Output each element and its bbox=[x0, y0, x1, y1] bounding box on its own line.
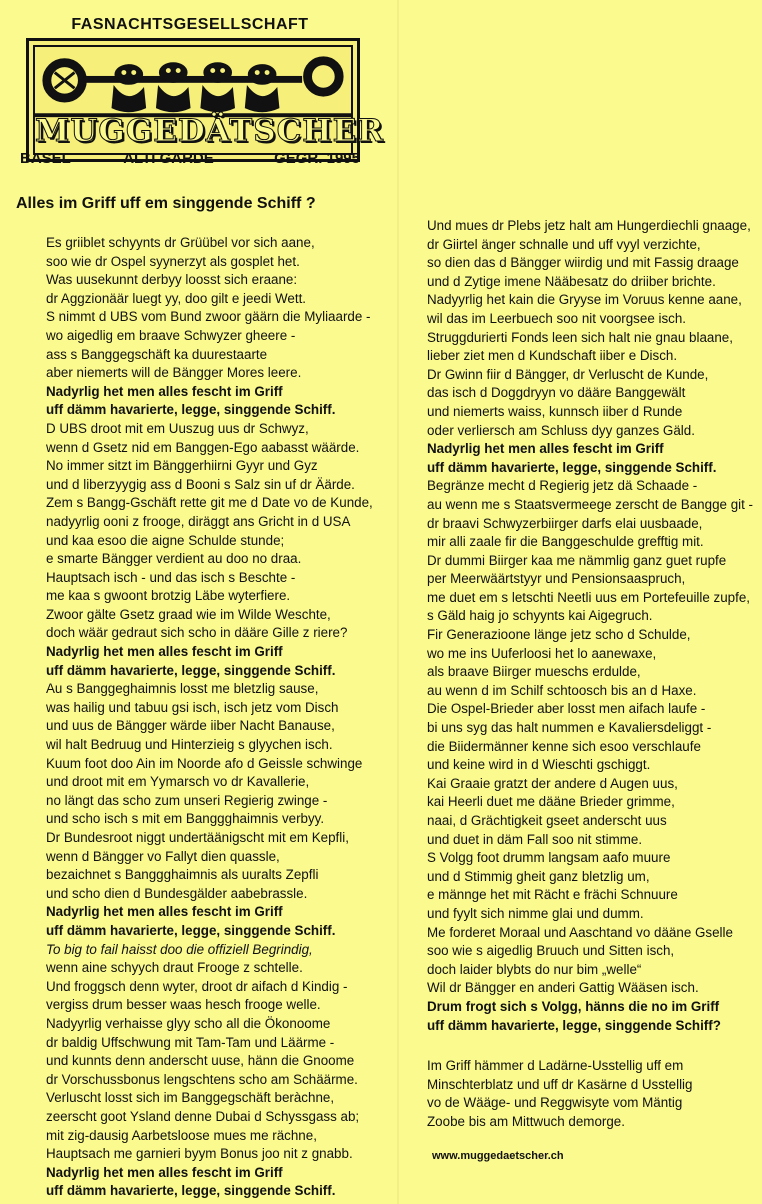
poem-line: Es griiblet schyynts dr Grüübel vor sich aane, bbox=[46, 235, 315, 250]
page-fold bbox=[397, 0, 399, 1204]
poem-line: s Gäld haig jo schyynts kai Aigegruch. bbox=[427, 608, 653, 624]
poem-line: Au s Banggeghaimnis losst me bletzlig sause, bbox=[46, 681, 319, 697]
poem-line: Begränze mecht d Regierig jetz dä Schaade - bbox=[427, 478, 698, 494]
notice-line: Im Griff hämmer d Ladärne-Usstellig uff em bbox=[427, 1058, 684, 1073]
poem-line: aber niemerts will de Bängger Mores leere. bbox=[46, 365, 302, 381]
refrain-line: uff dämm havarierte, legge, singgende Schiff. bbox=[46, 402, 336, 418]
logo-frame bbox=[33, 45, 384, 155]
poem-line: To big to fail haisst doo die offiziell Begrindig, bbox=[46, 941, 313, 957]
notice-line: Minschterblatz und uff dr Kasärne d Usstellig bbox=[427, 1076, 693, 1092]
website-url: www.muggedaetscher.ch bbox=[432, 1150, 564, 1162]
poem-line: ass s Banggegschäft ka duurestaarte bbox=[46, 346, 268, 362]
poem-line: Und froggsch denn wyter, droot dr aifach d Kindig - bbox=[46, 978, 348, 994]
poem-line: wenn d Gsetz nid em Banggen-Ego aabasst wäärde. bbox=[46, 439, 360, 455]
poem-line: Nadyyrlig het kain die Gryyse im Voruus kenne aane, bbox=[427, 292, 742, 308]
poem-line: dr braavi Schwyzerbiirger darfs elai uusbaade, bbox=[427, 515, 703, 531]
refrain-line: Nadyrlig het men alles fescht im Griff bbox=[427, 441, 664, 457]
poem-line: me duet em s letschti Neetli uus em Portefeuille zupfe, bbox=[427, 589, 751, 605]
poem-line: e smarte Bängger verdient au doo no draa. bbox=[46, 551, 302, 567]
poem-line: nadyyrlig ooni z frooge, diräggt ans Gricht in d USA bbox=[46, 513, 351, 529]
refrain-line: Drum frogt sich s Volgg, hänns die no im Griff bbox=[427, 998, 720, 1014]
logo-title: MUGGEDÄTSCHER bbox=[35, 113, 384, 149]
refrain-line: Nadyrlig het men alles fescht im Griff bbox=[46, 383, 283, 399]
poem-line: Kuum foot doo Ain im Noorde afo d Geissle schwinge bbox=[46, 755, 363, 771]
notice-line: vo de Wääge- und Reggwisyte vom Mäntig bbox=[427, 1095, 683, 1111]
refrain-line: uff dämm havarierte, legge, singgende Schiff. bbox=[427, 459, 717, 475]
poem-line: wil halt Bedruug und Hinterzieig s glyychen isch. bbox=[46, 737, 333, 753]
refrain-line: Nadyrlig het men alles fescht im Griff bbox=[46, 1164, 283, 1180]
poem-line: dr Aggzionäär luegt yy, doo gilt e jeedi Wett. bbox=[46, 290, 307, 306]
poem-line: vergiss drum besser waas hesch frooge welle. bbox=[46, 997, 321, 1013]
poem-line: dr Giirtel änger schnalle und uff vyyl verzichte, bbox=[427, 236, 701, 252]
poem-line: so dien das d Bängger wiirdig und mit Fassig draage bbox=[427, 255, 739, 271]
refrain-line: uff dämm havarierte, legge, singgende Schiff. bbox=[46, 922, 336, 938]
poem-line: Wil dr Bängger en anderi Gattig Wääsen isch. bbox=[427, 980, 699, 996]
poem-line: und droot mit em Yymarsch vo dr Kavallerie, bbox=[46, 774, 310, 790]
poem-line: und scho dien d Bundesgälder aabebrassle. bbox=[46, 885, 308, 901]
poem-line: und d Zytige imene Nääbesatz do driiber brichte. bbox=[427, 273, 716, 289]
poem-line: lieber ziet men d Kundschaft iiber e Disch. bbox=[427, 348, 678, 364]
group-name: ALTI GARDE bbox=[123, 150, 214, 167]
poem-line: Dr Bundesroot niggt undertäänigscht mit em Kepfli, bbox=[46, 830, 349, 845]
poem-line: was hailig und tabuu gsi isch, isch jetz vom Disch bbox=[46, 699, 339, 715]
poem-line: mit zig-dausig Aarbetsloose mues me rächne, bbox=[46, 1127, 317, 1143]
poem-line: und d Stimmig gheit ganz bletzlig um, bbox=[427, 868, 650, 884]
poem-line: naai, d Grächtigkeit gseet anderscht uus bbox=[427, 813, 667, 828]
poem-right-column bbox=[427, 217, 753, 1035]
poem-line: bezaichnet s Banggghaimnis als uuralts Zepfli bbox=[46, 867, 319, 883]
poem-line: e männge het mit Rächt e frächi Schnuure bbox=[427, 887, 678, 903]
poem-title: Alles im Griff uff em singgende Schiff ? bbox=[16, 195, 316, 212]
poem-line: wo aigedlig em braave Schwyzer gheere - bbox=[46, 327, 296, 343]
poem-line: Die Ospel-Brieder aber losst men aifach laufe - bbox=[427, 701, 706, 717]
poem-line: Dr dummi Biirger kaa me nämmlig ganz guet rupfe bbox=[427, 552, 727, 568]
logo bbox=[26, 38, 384, 162]
poem-line: Fir Generazioone länge jetz scho d Schulde, bbox=[427, 627, 691, 643]
refrain-line: Nadyrlig het men alles fescht im Griff bbox=[46, 904, 283, 920]
poem-line: Struggdurierti Fonds leen sich halt nie gnau blaane, bbox=[427, 329, 733, 345]
poem-line: S Volgg foot drumm langsam aafo muure bbox=[427, 850, 671, 866]
poem-line: au wenn me s Staatsvermeege zerscht de Bangge git - bbox=[427, 496, 754, 512]
poem-line: Was uusekunnt derbyy loosst sich eraane: bbox=[46, 272, 298, 288]
poem-line: und d liberzyygig ass d Booni s Salz sin uf dr Äärde. bbox=[46, 476, 355, 492]
poem-line: au wenn d im Schilf schtoosch bis an d Haxe. bbox=[427, 682, 697, 698]
poem-line: Me forderet Moraal und Aaschtand vo dääne Gselle bbox=[427, 924, 733, 940]
poem-line: dr baldig Uffschwung mit Tam-Tam und Läärme - bbox=[46, 1034, 335, 1050]
refrain-line: uff dämm havarierte, legge, singgende Schiff. bbox=[46, 662, 336, 678]
poem-line: und niemerts waiss, kunnsch iiber d Runde bbox=[427, 403, 683, 419]
poem-line: wil das im Leerbuech soo nit voorgsee isch. bbox=[427, 310, 687, 326]
masthead bbox=[20, 10, 384, 180]
poem-line: oder verliersch am Schluss dyy ganzes Gäld. bbox=[427, 422, 695, 438]
poem-line: als braave Biirger mueschs erdulde, bbox=[427, 664, 641, 680]
poem-line: mir alli zaale fir die Banggeschulde grefftig mit. bbox=[427, 534, 704, 550]
poem-line: und keine wird in d Wieschti gschiggt. bbox=[427, 757, 651, 773]
poem-line: Verluscht losst sich im Banggegschäft beràchne, bbox=[46, 1090, 335, 1106]
poem-line: kai Heerli duet me dääne Brieder grimme, bbox=[427, 794, 675, 810]
poem-line: wenn d Bängger vo Fallyt dien quassle, bbox=[46, 848, 280, 864]
founded: GEGR. 1995 bbox=[274, 150, 360, 167]
poem-line: und kunnts denn anderscht uuse, hänn die Gnoome bbox=[46, 1053, 355, 1069]
poem-line: und duet in däm Fall soo nit stimme. bbox=[427, 831, 643, 847]
exhibition-notice bbox=[427, 1057, 692, 1131]
poem-line: soo wie dr Ospel syynerzyt als gosplet het. bbox=[46, 253, 300, 269]
poem-line: No immer sitzt im Bänggerhiirni Gyyr und Gyz bbox=[46, 458, 318, 474]
poem-line: Hauptsach isch - und das isch s Beschte - bbox=[46, 569, 296, 585]
poem-line: wo me ins Uuferloosi het lo aanewaxe, bbox=[427, 645, 657, 661]
poem-line: und fyylt sich nimme glai und dumm. bbox=[427, 905, 644, 921]
poem-line: Zwoor gälte Gsetz graad wie im Wilde Weschte, bbox=[46, 606, 331, 622]
city: BASEL bbox=[20, 150, 71, 167]
poem-line: Dr Gwinn fiir d Bängger, dr Verluscht de Kunde, bbox=[427, 366, 709, 382]
poem-line: doch laider blybts do nur bim „welle“ bbox=[427, 961, 642, 977]
poem-line: und uus de Bängger wärde iiber Nacht Banause, bbox=[46, 718, 335, 734]
poem-left-column bbox=[46, 234, 373, 1201]
org-name: FASNACHTSGESELLSCHAFT bbox=[71, 16, 309, 33]
poem-line: me kaa s gwoont brotzig Läbe wyterfiere. bbox=[46, 588, 291, 604]
poem-line: no längt das scho zum unseri Regierig zwinge - bbox=[46, 792, 328, 808]
poem-line: die Biidermänner kenne sich esoo verschlaufe bbox=[427, 738, 701, 754]
poem-line: Hauptsach me garnieri byym Bonus joo nit z gnabb. bbox=[46, 1146, 353, 1162]
poem-line: D UBS droot mit em Uuszug uus dr Schwyz, bbox=[46, 420, 309, 436]
notice-line: Zoobe bis am Mittwuch demorge. bbox=[427, 1113, 625, 1129]
poem-line: S nimmt d UBS vom Bund zwoor gäärn die Myliaarde - bbox=[46, 309, 371, 325]
poem-line: Kai Graaie gratzt der andere d Augen uus, bbox=[427, 775, 678, 791]
poem-line: Und mues dr Plebs jetz halt am Hungerdiechli gnaage, bbox=[427, 218, 751, 233]
poem-line: Nadyyrlig verhaisse glyy scho all die Ökonoome bbox=[46, 1015, 331, 1031]
poem-line: und kaa esoo die aigne Schulde stunde; bbox=[46, 532, 285, 548]
poem-line: wenn aine schyych draut Frooge z schtelle. bbox=[46, 960, 303, 976]
poem-line: dr Vorschussbonus lengschtens scho am Schäärme. bbox=[46, 1071, 358, 1087]
poem-line: das isch d Doggdryyn vo dääre Banggewält bbox=[427, 385, 686, 401]
poem-line: per Meerwäärtstyyr und Pensionsaaspruch, bbox=[427, 571, 686, 587]
refrain-line: uff dämm havarierte, legge, singgende Schiff? bbox=[427, 1017, 721, 1033]
refrain-line: Nadyrlig het men alles fescht im Griff bbox=[46, 644, 283, 660]
poem-line: und scho isch s mit em Banggghaimnis verbyy. bbox=[46, 811, 325, 827]
refrain-line: uff dämm havarierte, legge, singgende Schiff. bbox=[46, 1183, 336, 1199]
poem-line: Zem s Bangg-Gschäft rette git me d Date vo de Kunde, bbox=[46, 495, 373, 511]
subhead bbox=[20, 150, 360, 167]
poem-line: soo wie s aigedlig Bruuch und Sitten isch, bbox=[427, 943, 675, 959]
poem-line: doch wäär gedraut sich scho in dääre Gille z riere? bbox=[46, 625, 348, 641]
poem-line: zeerscht goot Ysland denne Dubai d Schyssgass ab; bbox=[46, 1108, 360, 1124]
poem-line: bi uns syg das halt nummen e Kavaliersdeliggt - bbox=[427, 720, 712, 736]
